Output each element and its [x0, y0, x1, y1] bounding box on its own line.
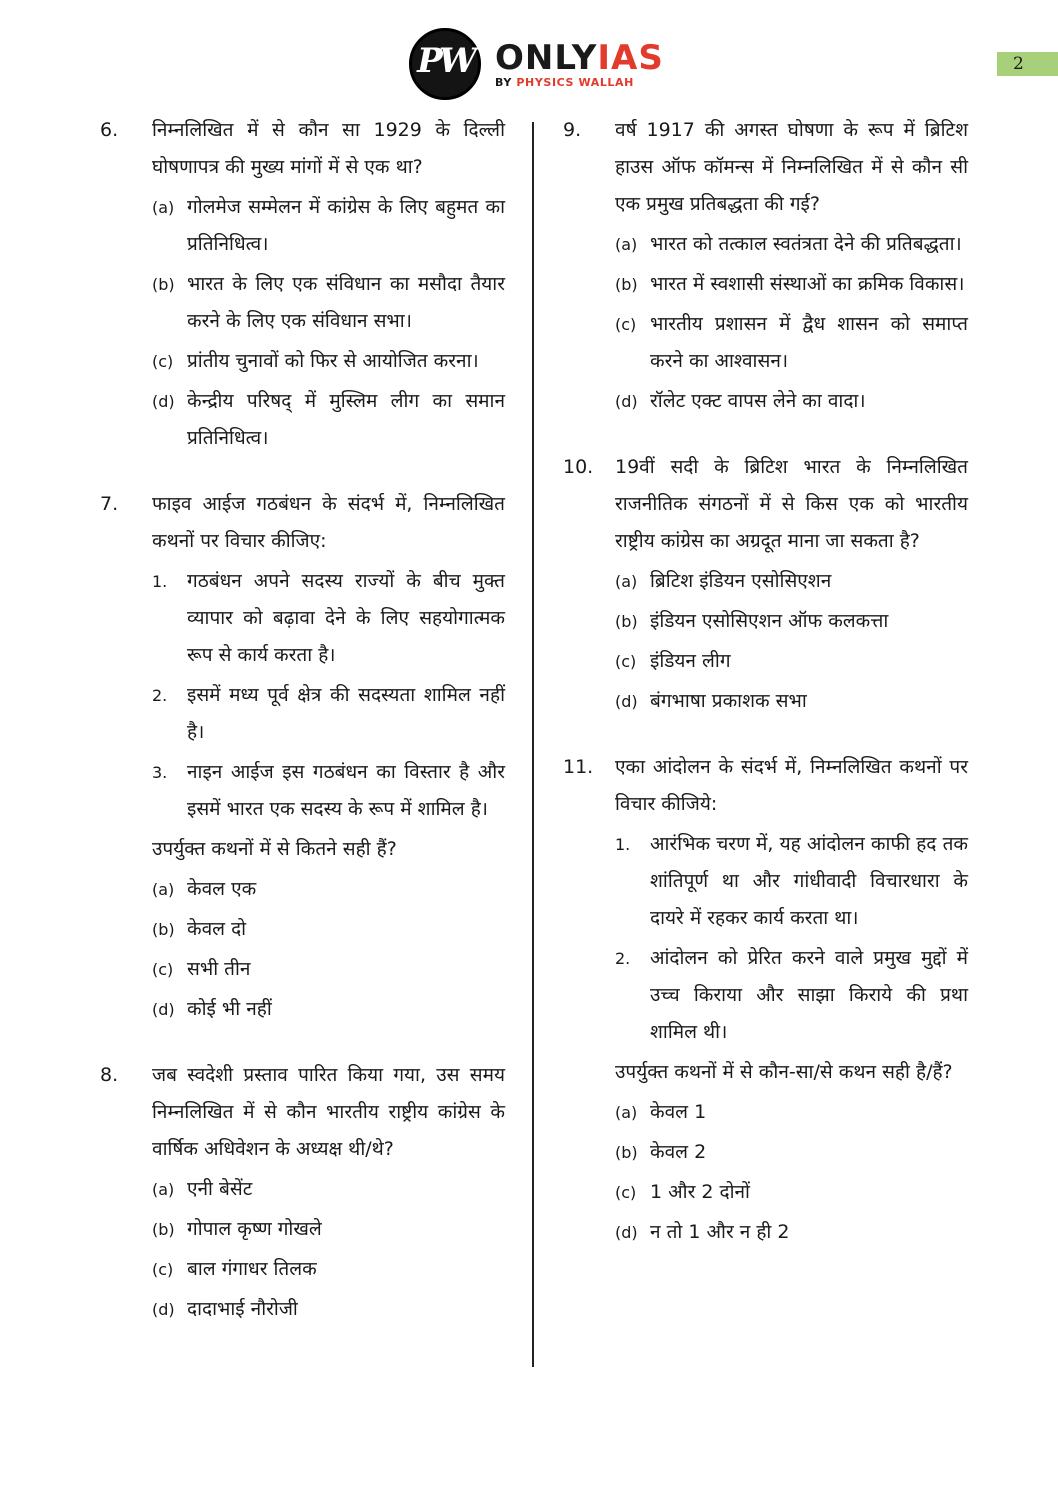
option-label: (c) — [615, 652, 637, 671]
question-text: फाइव आईज गठबंधन के संदर्भ में, निम्नलिखित कथनों पर विचार कीजिए: — [152, 493, 505, 552]
question-stem — [100, 1057, 505, 1168]
indent-spacer — [100, 911, 152, 948]
brand-sub-prefix: BY — [495, 76, 517, 89]
statement-item — [563, 940, 968, 1051]
statement-item — [100, 677, 505, 751]
question-number: 11. — [563, 756, 594, 778]
statement-item — [100, 754, 505, 828]
option-label: (c) — [152, 1260, 174, 1279]
option-text: गोलमेज सम्मेलन में कांग्रेस के लिए बहुमत का प्रतिनिधित्व। — [187, 196, 505, 255]
option-item — [100, 189, 505, 263]
option-item — [100, 991, 505, 1028]
option-text: केन्द्रीय परिषद् में मुस्लिम लीग का समान प्रतिनिधित्व। — [187, 390, 505, 449]
statement-label: 3. — [152, 763, 168, 782]
option-text: 1 और 2 दोनों — [650, 1181, 750, 1203]
indent-spacer — [563, 563, 615, 600]
option-item — [563, 683, 968, 720]
option-label: (a) — [152, 1180, 175, 1199]
question-text: एका आंदोलन के संदर्भ में, निम्नलिखित कथनों पर विचार कीजिये: — [615, 756, 968, 815]
option-item — [100, 1211, 505, 1248]
option-text: इंडियन एसोसिएशन ऑफ कलकत्ता — [650, 610, 889, 632]
option-text: इंडियन लीग — [650, 650, 731, 672]
statement-text: आंदोलन को प्रेरित करने वाले प्रमुख मुद्दों में उच्च किराया और साझा किराये की प्रथा शामिल थी। — [650, 947, 968, 1043]
indent-spacer — [563, 1174, 615, 1211]
option-item — [100, 871, 505, 908]
option-text: बाल गंगाधर तिलक — [187, 1258, 317, 1280]
statement-label: 2. — [152, 686, 168, 705]
option-label: (a) — [152, 880, 175, 899]
indent-spacer — [100, 831, 152, 868]
option-item — [563, 1214, 968, 1251]
option-item — [563, 643, 968, 680]
indent-spacer — [563, 1134, 615, 1171]
option-label: (b) — [152, 275, 175, 294]
onlyias-brand — [495, 40, 665, 90]
indent-spacer — [563, 643, 615, 680]
option-text: केवल 2 — [650, 1141, 707, 1163]
option-label: (b) — [615, 1143, 638, 1162]
indent-spacer — [563, 683, 615, 720]
option-text: प्रांतीय चुनावों को फिर से आयोजित करना। — [187, 350, 479, 372]
option-text: ब्रिटिश इंडियन एसोसिएशन — [650, 570, 832, 592]
indent-spacer — [563, 383, 615, 420]
question-block — [100, 486, 505, 1028]
option-item — [100, 383, 505, 457]
indent-spacer — [563, 266, 615, 303]
question-text: निम्नलिखित में से कौन सा 1929 के दिल्ली घोषणापत्र की मुख्य मांगों में से एक था? — [152, 119, 505, 178]
page-header — [0, 0, 1058, 110]
question-block — [563, 112, 968, 420]
left-column — [100, 112, 505, 1357]
option-text: भारत के लिए एक संविधान का मसौदा तैयार करने के लिए एक संविधान सभा। — [187, 273, 505, 332]
page-number: 2 — [997, 52, 1058, 76]
indent-spacer — [563, 1054, 615, 1091]
option-item — [563, 1094, 968, 1131]
option-item — [100, 1291, 505, 1328]
indent-spacer — [100, 343, 152, 380]
option-label: (b) — [615, 612, 638, 631]
indent-spacer — [100, 189, 152, 263]
ask-text: उपर्युक्त कथनों में से कितने सही हैं? — [152, 838, 397, 860]
option-text: केवल 1 — [650, 1101, 707, 1123]
question-number: 9. — [563, 119, 582, 141]
option-text: भारत को तत्काल स्वतंत्रता देने की प्रतिबद्धता। — [650, 233, 962, 255]
option-text: भारत में स्वशासी संस्थाओं का क्रमिक विकास। — [650, 273, 965, 295]
indent-spacer — [100, 563, 152, 674]
option-item — [563, 1174, 968, 1211]
option-label: (a) — [615, 572, 638, 591]
option-label: (c) — [152, 352, 174, 371]
indent-spacer — [563, 603, 615, 640]
indent-spacer — [100, 1291, 152, 1328]
statement-text: आरंभिक चरण में, यह आंदोलन काफी हद तक शांतिपूर्ण था और गांधीवादी विचारधारा के दायरे में रहकर कार्य करता था। — [650, 833, 968, 929]
option-label: (d) — [152, 1300, 175, 1319]
indent-spacer — [100, 991, 152, 1028]
indent-spacer — [100, 1251, 152, 1288]
brand-prefix: ONLY — [495, 38, 598, 78]
option-item — [563, 306, 968, 380]
question-block — [100, 1057, 505, 1328]
question-block — [563, 749, 968, 1251]
option-label: (d) — [615, 692, 638, 711]
brand-subtitle — [495, 76, 665, 90]
ask-text: उपर्युक्त कथनों में से कौन-सा/से कथन सही है/हैं? — [615, 1061, 953, 1083]
statement-item — [100, 563, 505, 674]
question-block — [563, 449, 968, 720]
brand-title — [495, 40, 665, 76]
brand-suffix: IAS — [597, 38, 664, 78]
indent-spacer — [563, 1214, 615, 1251]
option-text: न तो 1 और न ही 2 — [650, 1221, 790, 1243]
question-ask — [563, 1054, 968, 1091]
option-label: (d) — [152, 392, 175, 411]
question-stem — [100, 486, 505, 560]
option-text: सभी तीन — [187, 958, 251, 980]
option-item — [563, 226, 968, 263]
question-stem — [563, 749, 968, 823]
question-number: 6. — [100, 119, 119, 141]
indent-spacer — [100, 1171, 152, 1208]
option-text: कोई भी नहीं — [187, 998, 272, 1020]
option-item — [100, 266, 505, 340]
option-text: केवल दो — [187, 918, 247, 940]
pw-logo — [409, 28, 481, 100]
indent-spacer — [100, 871, 152, 908]
question-ask — [100, 831, 505, 868]
question-number: 10. — [563, 456, 594, 478]
option-label: (a) — [152, 198, 175, 217]
right-column — [563, 112, 968, 1280]
indent-spacer — [100, 951, 152, 988]
statement-text: गठबंधन अपने सदस्य राज्यों के बीच मुक्त व्यापार को बढ़ावा देने के लिए सहयोगात्मक रूप से कार्य करता है। — [187, 570, 505, 666]
question-block — [100, 112, 505, 457]
option-text: रॉलेट एक्ट वापस लेने का वादा। — [650, 390, 866, 412]
question-text: वर्ष 1917 की अगस्त घोषणा के रूप में ब्रिटिश हाउस ऑफ कॉमन्स में निम्नलिखित में से कौन सी एक प्रमुख प्रतिबद्धता की गई? — [615, 119, 968, 215]
option-item — [100, 911, 505, 948]
pw-logo-text: PW — [417, 41, 473, 81]
statement-text: इसमें मध्य पूर्व क्षेत्र की सदस्यता शामिल नहीं है। — [187, 684, 505, 743]
indent-spacer — [100, 1211, 152, 1248]
option-item — [100, 1171, 505, 1208]
indent-spacer — [563, 1094, 615, 1131]
statement-label: 1. — [615, 835, 631, 854]
option-label: (a) — [615, 235, 638, 254]
option-item — [563, 1134, 968, 1171]
indent-spacer — [100, 677, 152, 751]
option-text: भारतीय प्रशासन में द्वैध शासन को समाप्त करने का आश्वासन। — [650, 313, 968, 372]
option-label: (b) — [152, 1220, 175, 1239]
statement-label: 2. — [615, 949, 631, 968]
option-label: (b) — [152, 920, 175, 939]
column-divider — [532, 122, 534, 1367]
option-label: (d) — [615, 1223, 638, 1242]
question-number: 8. — [100, 1064, 119, 1086]
option-label: (c) — [152, 960, 174, 979]
indent-spacer — [563, 226, 615, 263]
option-label: (d) — [152, 1000, 175, 1019]
option-item — [563, 383, 968, 420]
option-item — [100, 343, 505, 380]
statement-text: नाइन आईज इस गठबंधन का विस्तार है और इसमें भारत एक सदस्य के रूप में शामिल है। — [187, 761, 505, 820]
option-item — [563, 563, 968, 600]
option-label: (b) — [615, 275, 638, 294]
indent-spacer — [100, 754, 152, 828]
option-item — [563, 603, 968, 640]
option-label: (a) — [615, 1103, 638, 1122]
option-text: दादाभाई नौरोजी — [187, 1298, 298, 1320]
indent-spacer — [100, 383, 152, 457]
option-item — [100, 951, 505, 988]
option-text: बंगभाषा प्रकाशक सभा — [650, 690, 807, 712]
option-text: एनी बेसेंट — [187, 1178, 253, 1200]
statement-item — [563, 826, 968, 937]
option-text: केवल एक — [187, 878, 257, 900]
option-item — [100, 1251, 505, 1288]
option-label: (c) — [615, 1183, 637, 1202]
indent-spacer — [563, 826, 615, 937]
indent-spacer — [563, 940, 615, 1051]
option-text: गोपाल कृष्ण गोखले — [187, 1218, 322, 1240]
question-text: जब स्वदेशी प्रस्ताव पारित किया गया, उस समय निम्नलिखित में से कौन भारतीय राष्ट्रीय कांग्रेस के वार्षिक अधिवेशन के अध्यक्ष थी/थे? — [152, 1064, 505, 1160]
option-label: (c) — [615, 315, 637, 334]
question-text: 19वीं सदी के ब्रिटिश भारत के निम्नलिखित राजनीतिक संगठनों में से किस एक को भारतीय राष्ट्रीय कांग्रेस का अग्रदूत माना जा सकता है? — [615, 456, 968, 552]
indent-spacer — [563, 306, 615, 380]
question-number: 7. — [100, 493, 119, 515]
question-stem — [563, 449, 968, 560]
statement-label: 1. — [152, 572, 168, 591]
indent-spacer — [100, 266, 152, 340]
question-stem — [100, 112, 505, 186]
option-item — [563, 266, 968, 303]
brand-sub-accent: PHYSICS WALLAH — [516, 76, 634, 89]
question-stem — [563, 112, 968, 223]
option-label: (d) — [615, 392, 638, 411]
